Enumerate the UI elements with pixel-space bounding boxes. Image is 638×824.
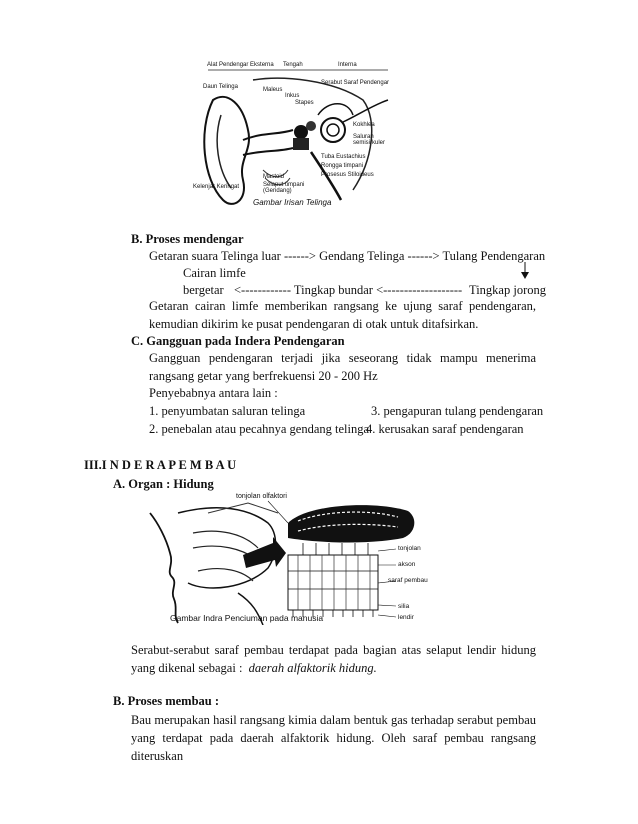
ear-label-stapes: Stapes	[295, 100, 314, 106]
ear-label-daun: Daun Telinga	[203, 84, 238, 90]
nose-label-lendir: lendir	[398, 614, 414, 621]
nose-label-tonjolan: tonjolan	[398, 545, 421, 552]
section-b2-heading: B. Proses membau :	[113, 694, 220, 708]
ear-label-prosesus: Prosesus Stiloideus	[321, 172, 374, 178]
section-c-heading: C. Gangguan pada Indera Pendengaran	[131, 334, 345, 348]
section-b2-para: Bau merupakan hasil rangsang kimia dalam bentuk gas terhadap serabut pembau yang terdapat pada daerah alfaktorik hidung. Oleh saraf pembau rangsang diteruskan	[131, 713, 536, 763]
ear-label-maleus: Maleus	[263, 87, 283, 93]
ear-label-inkus: Inkus	[285, 93, 300, 99]
nose-label-tonjolan-olfaktori: tonjolan olfaktori	[236, 493, 287, 500]
nose-para-main: Serabut-serabut saraf pembau terdapat pada bagian atas selaput lendir hidung yang dikenal sebagai :	[131, 643, 536, 675]
section-b-heading: B. Proses mendengar	[131, 232, 244, 246]
ear-label-kelenjar: Kelenjar Keringat	[193, 184, 240, 190]
section-b-line1: Getaran suara Telinga luar ------> Gendang Telinga ------> Tulang Pendengaran	[149, 249, 546, 263]
section-b-line3-left: bergetar	[183, 283, 224, 297]
ear-label-mastoid: Mastoid	[263, 174, 285, 180]
ear-caption: Gambar Irisan Telinga	[253, 198, 332, 207]
section-c-intro: Penyebabnya antara lain :	[149, 386, 278, 400]
nose-para	[131, 641, 536, 677]
ear-label-saluran: Saluran semisirkuler	[353, 134, 386, 146]
ear-label-serabut: Serabut Saraf Pendengar	[321, 80, 390, 86]
section-c-para: Gangguan pendengaran terjadi jika seseorang tidak mampu menerima rangsang getar yang berfrekuensi 20 - 200 Hz	[149, 351, 536, 383]
ear-label-selaput: Selaput timpani (Gendang)	[263, 182, 305, 194]
section-c-item-3: 3. pengapuran tulang pendengaran	[371, 404, 544, 418]
ear-label-top-2: Tengah	[283, 62, 303, 68]
section-c-item-1: 1. penyumbatan saluran telinga	[149, 404, 306, 418]
nose-caption: Gambar Indra Penciuman pada manusia	[170, 613, 324, 623]
down-arrow-icon	[520, 262, 530, 284]
section-b-line3-right: Tingkap jorong	[469, 283, 546, 297]
section-b-line3-mid: <------------ Tingkap bundar <-------------------	[234, 283, 463, 297]
section-b-line2: Cairan limfe	[183, 266, 246, 280]
ear-diagram	[193, 60, 398, 212]
section-c-item-2: 2. penebalan atau pecahnya gendang telinga	[149, 422, 370, 436]
ear-label-top-1: Alat Pendengar Eksterna	[207, 62, 274, 68]
section-b-para: Getaran cairan limfe memberikan rangsang ke ujung saraf pendengaran, kemudian dikirim ke pusat pendengaran di otak untuk ditafsirkan.	[149, 299, 536, 331]
nose-para-em: daerah alfaktorik hidung.	[248, 661, 377, 675]
section-c-item-4: 4. kerusakan saraf pendengaran	[366, 422, 524, 436]
nose-label-saraf: saraf pembau	[388, 577, 428, 584]
ear-label-tuba: Tuba Eustachius	[321, 154, 366, 160]
section-iii-heading: III.I N D E R A P E M B A U	[84, 458, 237, 472]
ear-label-top-3: Interna	[338, 62, 357, 68]
nose-diagram	[148, 493, 428, 625]
section-iii-sub-a: A. Organ : Hidung	[113, 477, 214, 491]
ear-label-kokhlea: Kokhlea	[353, 122, 375, 128]
nose-label-silia: silia	[398, 603, 410, 610]
nose-label-akson: akson	[398, 561, 416, 568]
ear-label-rongga: Rongga timpani	[321, 163, 364, 169]
